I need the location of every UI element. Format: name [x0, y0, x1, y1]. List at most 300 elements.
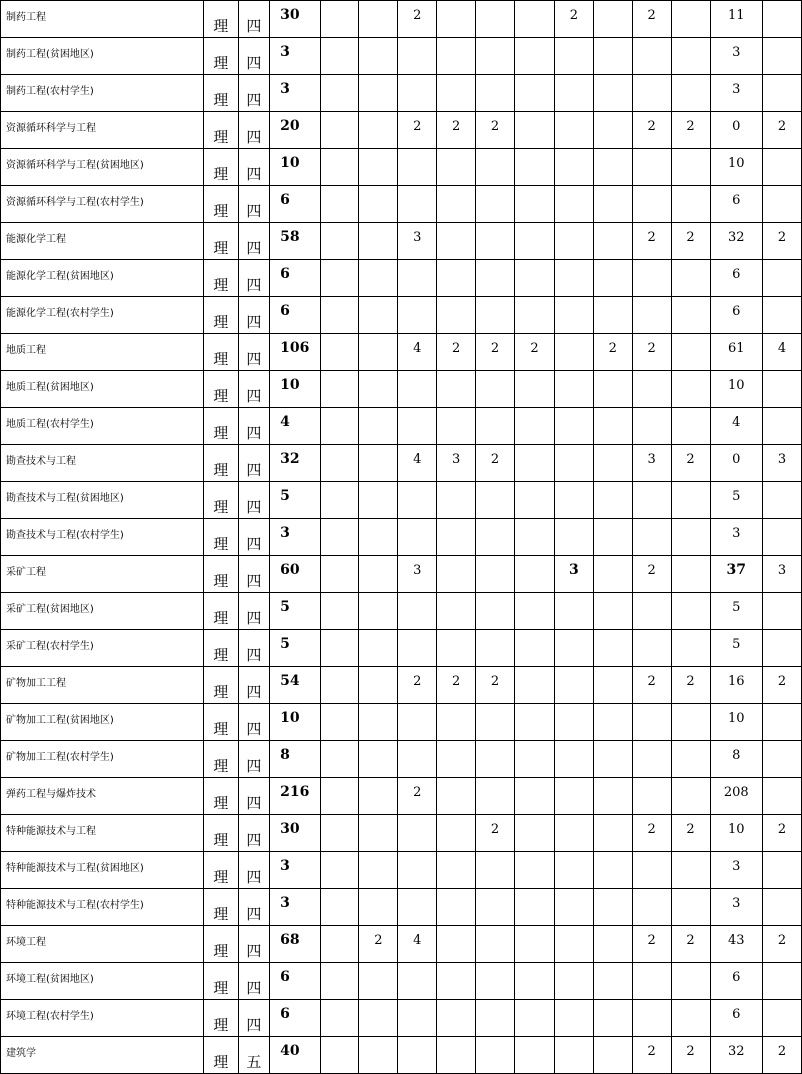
province-quota-cell	[359, 223, 398, 260]
major-name-cell: 地质工程	[1, 334, 204, 371]
province-quota-cell	[515, 112, 555, 149]
province-quota-cell	[437, 778, 476, 815]
subject-cell: 理	[203, 223, 238, 260]
province-quota-cell	[593, 704, 632, 741]
province-quota-cell	[671, 852, 710, 889]
province-quota-cell	[515, 297, 555, 334]
major-name-cell: 能源化学工程	[1, 223, 204, 260]
province-quota-cell: 5	[710, 482, 763, 519]
province-quota-cell: 5	[710, 593, 763, 630]
duration-cell: 四	[238, 149, 270, 186]
major-name-cell: 环境工程	[1, 926, 204, 963]
province-quota-cell	[359, 741, 398, 778]
table-row	[1, 778, 802, 815]
province-quota-cell: 2	[632, 334, 671, 371]
province-quota-cell	[763, 297, 802, 334]
province-quota-cell	[515, 38, 555, 75]
province-quota-cell: 10	[710, 704, 763, 741]
major-name-cell: 能源化学工程(贫困地区)	[1, 260, 204, 297]
duration-cell: 四	[238, 482, 270, 519]
province-quota-cell	[437, 815, 476, 852]
province-quota-cell	[476, 408, 515, 445]
total-quota-cell: 8	[270, 741, 320, 778]
province-quota-cell: 4	[710, 408, 763, 445]
province-quota-cell	[554, 260, 593, 297]
province-quota-cell	[515, 482, 555, 519]
province-quota-cell	[515, 408, 555, 445]
table-row	[1, 75, 802, 112]
province-quota-cell	[476, 704, 515, 741]
province-quota-cell	[593, 889, 632, 926]
province-quota-cell: 2	[437, 112, 476, 149]
province-quota-cell	[476, 630, 515, 667]
table-row	[1, 297, 802, 334]
province-quota-cell	[476, 778, 515, 815]
major-name-cell: 勘查技术与工程(贫困地区)	[1, 482, 204, 519]
province-quota-cell	[554, 75, 593, 112]
province-quota-cell	[476, 1, 515, 38]
province-quota-cell	[320, 260, 359, 297]
province-quota-cell	[515, 852, 555, 889]
major-name-cell: 矿物加工工程(贫困地区)	[1, 704, 204, 741]
major-name-cell: 资源循环科学与工程(农村学生)	[1, 186, 204, 223]
province-quota-cell: 3	[398, 223, 437, 260]
province-quota-cell	[437, 75, 476, 112]
province-quota-cell	[320, 223, 359, 260]
province-quota-cell	[437, 741, 476, 778]
subject-cell: 理	[203, 371, 238, 408]
province-quota-cell	[671, 38, 710, 75]
province-quota-cell	[671, 149, 710, 186]
total-quota-cell: 54	[270, 667, 320, 704]
province-quota-cell	[476, 741, 515, 778]
total-quota-cell: 30	[270, 815, 320, 852]
province-quota-cell: 3	[710, 852, 763, 889]
province-quota-cell	[593, 1, 632, 38]
province-quota-cell	[763, 963, 802, 1000]
province-quota-cell	[398, 593, 437, 630]
province-quota-cell	[632, 408, 671, 445]
total-quota-cell: 3	[270, 38, 320, 75]
province-quota-cell	[515, 519, 555, 556]
subject-cell: 理	[203, 1000, 238, 1037]
duration-cell: 四	[238, 223, 270, 260]
province-quota-cell: 4	[398, 926, 437, 963]
province-quota-cell	[398, 260, 437, 297]
major-name-cell: 制药工程(农村学生)	[1, 75, 204, 112]
province-quota-cell: 3	[554, 556, 593, 593]
duration-cell: 四	[238, 297, 270, 334]
province-quota-cell: 2	[671, 926, 710, 963]
province-quota-cell	[476, 75, 515, 112]
province-quota-cell	[320, 149, 359, 186]
province-quota-cell	[320, 334, 359, 371]
province-quota-cell	[437, 519, 476, 556]
duration-cell: 四	[238, 260, 270, 297]
province-quota-cell	[515, 778, 555, 815]
province-quota-cell	[554, 889, 593, 926]
subject-cell: 理	[203, 519, 238, 556]
province-quota-cell	[593, 778, 632, 815]
province-quota-cell: 2	[437, 334, 476, 371]
table-row	[1, 815, 802, 852]
table-row	[1, 852, 802, 889]
province-quota-cell	[763, 371, 802, 408]
province-quota-cell	[554, 778, 593, 815]
province-quota-cell	[320, 630, 359, 667]
province-quota-cell	[763, 482, 802, 519]
province-quota-cell	[359, 445, 398, 482]
province-quota-cell	[359, 1000, 398, 1037]
province-quota-cell	[320, 482, 359, 519]
subject-cell: 理	[203, 963, 238, 1000]
province-quota-cell	[671, 556, 710, 593]
province-quota-cell	[554, 371, 593, 408]
province-quota-cell	[515, 963, 555, 1000]
province-quota-cell: 61	[710, 334, 763, 371]
province-quota-cell	[632, 38, 671, 75]
table-row	[1, 1, 802, 38]
province-quota-cell: 16	[710, 667, 763, 704]
province-quota-cell	[476, 963, 515, 1000]
province-quota-cell	[632, 963, 671, 1000]
total-quota-cell: 68	[270, 926, 320, 963]
table-row	[1, 926, 802, 963]
province-quota-cell	[437, 704, 476, 741]
province-quota-cell	[554, 297, 593, 334]
province-quota-cell	[593, 186, 632, 223]
province-quota-cell	[593, 1000, 632, 1037]
subject-cell: 理	[203, 149, 238, 186]
major-name-cell: 采矿工程	[1, 556, 204, 593]
province-quota-cell: 2	[763, 926, 802, 963]
province-quota-cell	[476, 889, 515, 926]
province-quota-cell	[320, 593, 359, 630]
table-row	[1, 667, 802, 704]
province-quota-cell	[593, 38, 632, 75]
major-name-cell: 矿物加工工程(农村学生)	[1, 741, 204, 778]
total-quota-cell: 3	[270, 519, 320, 556]
province-quota-cell: 6	[710, 1000, 763, 1037]
province-quota-cell	[671, 186, 710, 223]
province-quota-cell: 10	[710, 149, 763, 186]
province-quota-cell: 2	[398, 1, 437, 38]
province-quota-cell	[632, 593, 671, 630]
subject-cell: 理	[203, 778, 238, 815]
province-quota-cell	[320, 1000, 359, 1037]
province-quota-cell: 32	[710, 223, 763, 260]
province-quota-cell	[671, 371, 710, 408]
province-quota-cell	[554, 482, 593, 519]
total-quota-cell: 5	[270, 593, 320, 630]
province-quota-cell	[554, 408, 593, 445]
province-quota-cell	[437, 371, 476, 408]
duration-cell: 四	[238, 630, 270, 667]
subject-cell: 理	[203, 704, 238, 741]
province-quota-cell	[593, 963, 632, 1000]
total-quota-cell: 10	[270, 149, 320, 186]
total-quota-cell: 6	[270, 297, 320, 334]
province-quota-cell: 2	[671, 1037, 710, 1074]
province-quota-cell	[763, 704, 802, 741]
province-quota-cell	[515, 593, 555, 630]
province-quota-cell	[359, 75, 398, 112]
province-quota-cell	[320, 963, 359, 1000]
province-quota-cell	[515, 371, 555, 408]
province-quota-cell	[359, 408, 398, 445]
province-quota-cell	[437, 408, 476, 445]
duration-cell: 四	[238, 334, 270, 371]
province-quota-cell	[515, 889, 555, 926]
province-quota-cell	[671, 408, 710, 445]
province-quota-cell	[476, 519, 515, 556]
duration-cell: 五	[238, 1037, 270, 1074]
province-quota-cell	[632, 371, 671, 408]
province-quota-cell	[359, 1, 398, 38]
province-quota-cell: 4	[398, 334, 437, 371]
province-quota-cell	[359, 963, 398, 1000]
province-quota-cell	[398, 889, 437, 926]
major-name-cell: 勘查技术与工程	[1, 445, 204, 482]
province-quota-cell	[437, 926, 476, 963]
province-quota-cell	[763, 38, 802, 75]
total-quota-cell: 5	[270, 630, 320, 667]
table-row	[1, 186, 802, 223]
province-quota-cell	[398, 1037, 437, 1074]
province-quota-cell: 32	[710, 1037, 763, 1074]
province-quota-cell	[320, 408, 359, 445]
province-quota-cell	[359, 260, 398, 297]
province-quota-cell	[476, 223, 515, 260]
total-quota-cell: 6	[270, 1000, 320, 1037]
province-quota-cell: 2	[632, 1, 671, 38]
table-row	[1, 704, 802, 741]
duration-cell: 四	[238, 667, 270, 704]
province-quota-cell	[320, 815, 359, 852]
subject-cell: 理	[203, 1, 238, 38]
table-row	[1, 38, 802, 75]
table-row	[1, 593, 802, 630]
province-quota-cell	[437, 1, 476, 38]
major-name-cell: 采矿工程(农村学生)	[1, 630, 204, 667]
province-quota-cell	[593, 149, 632, 186]
table-row	[1, 630, 802, 667]
province-quota-cell	[515, 630, 555, 667]
province-quota-cell	[359, 149, 398, 186]
table-row	[1, 482, 802, 519]
province-quota-cell	[359, 334, 398, 371]
province-quota-cell	[593, 223, 632, 260]
province-quota-cell	[476, 371, 515, 408]
province-quota-cell	[632, 297, 671, 334]
duration-cell: 四	[238, 1000, 270, 1037]
province-quota-cell	[359, 667, 398, 704]
duration-cell: 四	[238, 519, 270, 556]
duration-cell: 四	[238, 741, 270, 778]
province-quota-cell: 10	[710, 815, 763, 852]
province-quota-cell	[763, 778, 802, 815]
province-quota-cell: 6	[710, 963, 763, 1000]
duration-cell: 四	[238, 38, 270, 75]
province-quota-cell: 2	[632, 223, 671, 260]
province-quota-cell	[763, 1, 802, 38]
province-quota-cell	[554, 334, 593, 371]
major-name-cell: 能源化学工程(农村学生)	[1, 297, 204, 334]
province-quota-cell	[671, 334, 710, 371]
subject-cell: 理	[203, 260, 238, 297]
province-quota-cell	[359, 778, 398, 815]
province-quota-cell	[671, 778, 710, 815]
province-quota-cell	[437, 1037, 476, 1074]
province-quota-cell	[554, 186, 593, 223]
province-quota-cell	[320, 519, 359, 556]
major-name-cell: 特种能源技术与工程(农村学生)	[1, 889, 204, 926]
province-quota-cell	[320, 741, 359, 778]
province-quota-cell	[437, 889, 476, 926]
province-quota-cell	[398, 482, 437, 519]
major-name-cell: 特种能源技术与工程	[1, 815, 204, 852]
province-quota-cell	[593, 519, 632, 556]
province-quota-cell	[593, 482, 632, 519]
province-quota-cell	[359, 852, 398, 889]
total-quota-cell: 4	[270, 408, 320, 445]
province-quota-cell	[437, 38, 476, 75]
province-quota-cell	[515, 667, 555, 704]
province-quota-cell	[398, 963, 437, 1000]
province-quota-cell	[320, 704, 359, 741]
province-quota-cell: 2	[632, 815, 671, 852]
province-quota-cell	[554, 112, 593, 149]
table-row	[1, 408, 802, 445]
province-quota-cell	[515, 149, 555, 186]
province-quota-cell	[593, 260, 632, 297]
total-quota-cell: 58	[270, 223, 320, 260]
province-quota-cell	[763, 75, 802, 112]
province-quota-cell	[632, 149, 671, 186]
total-quota-cell: 3	[270, 852, 320, 889]
province-quota-cell	[593, 445, 632, 482]
province-quota-cell	[359, 815, 398, 852]
total-quota-cell: 6	[270, 963, 320, 1000]
province-quota-cell	[359, 38, 398, 75]
province-quota-cell	[632, 889, 671, 926]
duration-cell: 四	[238, 963, 270, 1000]
province-quota-cell	[554, 149, 593, 186]
province-quota-cell	[476, 482, 515, 519]
table-row	[1, 112, 802, 149]
province-quota-cell	[554, 815, 593, 852]
total-quota-cell: 5	[270, 482, 320, 519]
province-quota-cell	[554, 593, 593, 630]
subject-cell: 理	[203, 926, 238, 963]
province-quota-cell	[320, 926, 359, 963]
province-quota-cell	[359, 371, 398, 408]
province-quota-cell	[359, 889, 398, 926]
duration-cell: 四	[238, 593, 270, 630]
province-quota-cell: 2	[476, 667, 515, 704]
total-quota-cell: 32	[270, 445, 320, 482]
province-quota-cell: 2	[763, 1037, 802, 1074]
subject-cell: 理	[203, 852, 238, 889]
subject-cell: 理	[203, 556, 238, 593]
province-quota-cell: 2	[476, 445, 515, 482]
province-quota-cell: 2	[632, 926, 671, 963]
subject-cell: 理	[203, 445, 238, 482]
duration-cell: 四	[238, 704, 270, 741]
table-row	[1, 741, 802, 778]
province-quota-cell: 6	[710, 260, 763, 297]
province-quota-cell: 2	[671, 223, 710, 260]
province-quota-cell	[671, 1000, 710, 1037]
province-quota-cell	[515, 815, 555, 852]
table-row	[1, 260, 802, 297]
province-quota-cell	[593, 75, 632, 112]
province-quota-cell	[476, 260, 515, 297]
province-quota-cell	[554, 519, 593, 556]
province-quota-cell	[554, 667, 593, 704]
province-quota-cell	[515, 75, 555, 112]
province-quota-cell: 6	[710, 297, 763, 334]
major-name-cell: 资源循环科学与工程(贫困地区)	[1, 149, 204, 186]
province-quota-cell	[671, 963, 710, 1000]
province-quota-cell	[476, 1000, 515, 1037]
total-quota-cell: 60	[270, 556, 320, 593]
province-quota-cell: 2	[359, 926, 398, 963]
province-quota-cell	[632, 778, 671, 815]
province-quota-cell	[515, 223, 555, 260]
province-quota-cell: 2	[593, 334, 632, 371]
province-quota-cell: 2	[476, 334, 515, 371]
province-quota-cell	[671, 260, 710, 297]
province-quota-cell	[320, 75, 359, 112]
subject-cell: 理	[203, 889, 238, 926]
major-name-cell: 勘查技术与工程(农村学生)	[1, 519, 204, 556]
major-name-cell: 制药工程(贫困地区)	[1, 38, 204, 75]
major-name-cell: 资源循环科学与工程	[1, 112, 204, 149]
province-quota-cell: 37	[710, 556, 763, 593]
province-quota-cell	[359, 482, 398, 519]
province-quota-cell	[632, 741, 671, 778]
province-quota-cell	[671, 1, 710, 38]
province-quota-cell: 3	[710, 75, 763, 112]
province-quota-cell	[398, 38, 437, 75]
duration-cell: 四	[238, 408, 270, 445]
province-quota-cell	[671, 593, 710, 630]
subject-cell: 理	[203, 112, 238, 149]
total-quota-cell: 216	[270, 778, 320, 815]
major-name-cell: 地质工程(贫困地区)	[1, 371, 204, 408]
province-quota-cell: 3	[710, 519, 763, 556]
province-quota-cell	[320, 1, 359, 38]
table-row	[1, 223, 802, 260]
table-row	[1, 371, 802, 408]
province-quota-cell	[632, 519, 671, 556]
province-quota-cell	[763, 889, 802, 926]
subject-cell: 理	[203, 482, 238, 519]
duration-cell: 四	[238, 556, 270, 593]
province-quota-cell	[632, 704, 671, 741]
province-quota-cell	[515, 556, 555, 593]
province-quota-cell: 2	[632, 556, 671, 593]
province-quota-cell	[398, 741, 437, 778]
province-quota-cell	[671, 297, 710, 334]
province-quota-cell	[632, 482, 671, 519]
province-quota-cell	[320, 778, 359, 815]
province-quota-cell: 4	[398, 445, 437, 482]
province-quota-cell: 3	[763, 556, 802, 593]
province-quota-cell	[398, 704, 437, 741]
province-quota-cell	[515, 445, 555, 482]
